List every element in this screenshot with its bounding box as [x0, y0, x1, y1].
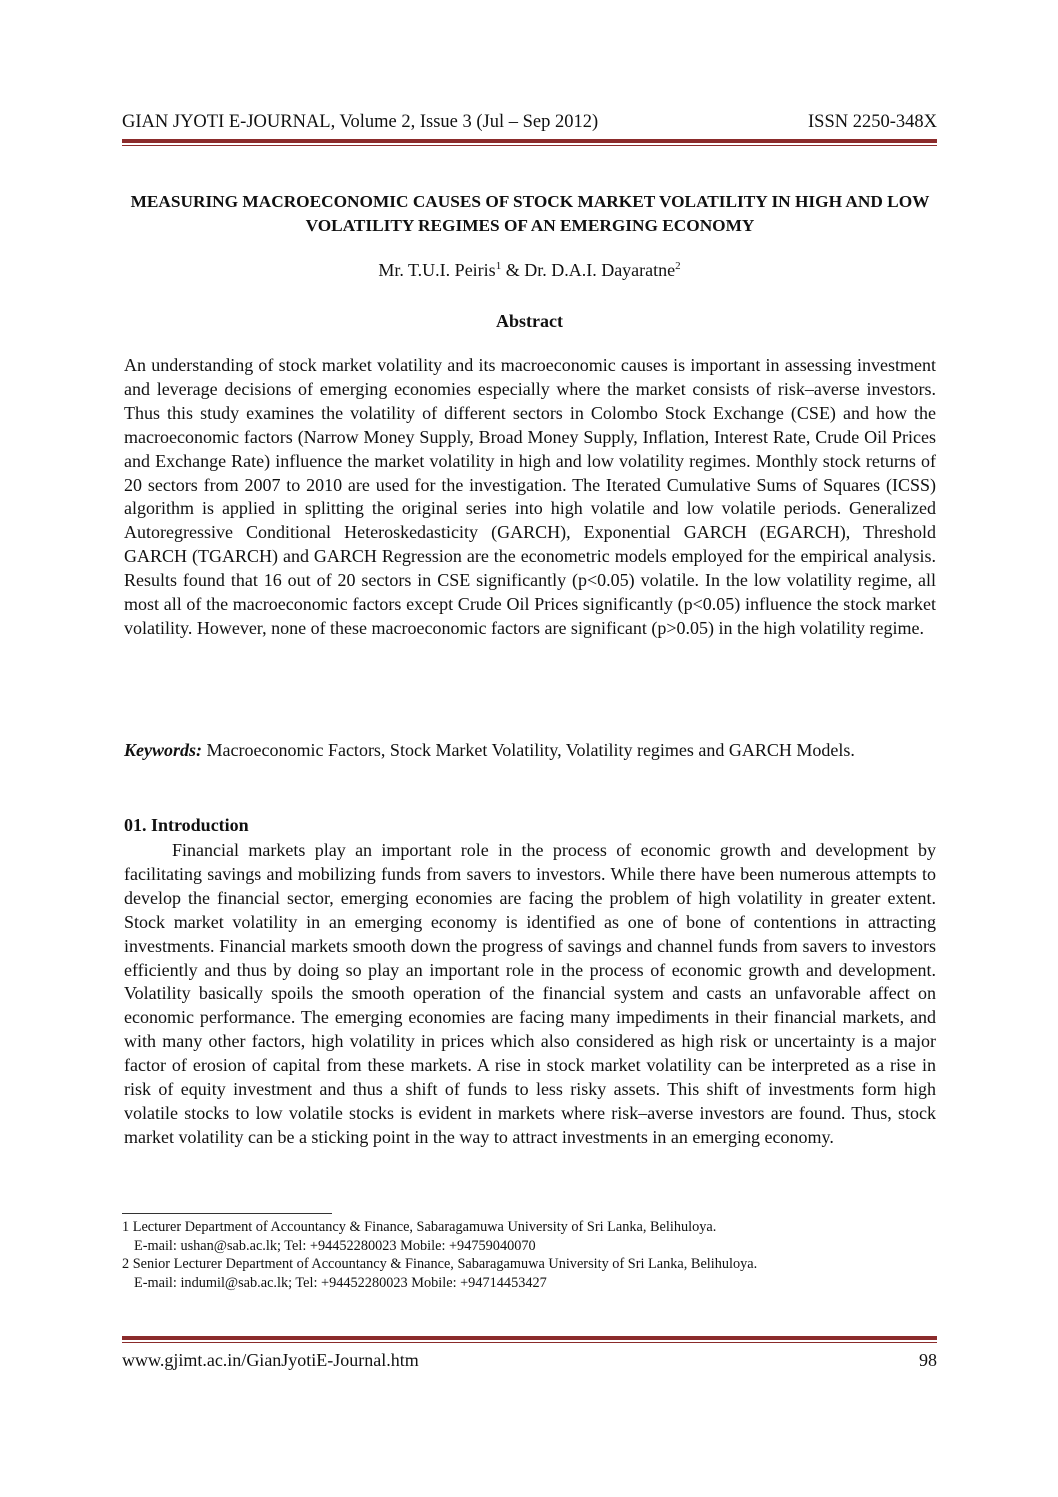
keywords-label: Keywords:	[124, 740, 202, 760]
footnote-1: 1 Lecturer Department of Accountancy & Finance, Sabaragamuwa University of Sri Lanka, Belihuloya.	[122, 1219, 717, 1235]
footnote-2-contact: E-mail: indumil@sab.ac.lk; Tel: +94452280023 Mobile: +94714453427	[134, 1274, 547, 1291]
issn: ISSN 2250-348X	[808, 112, 937, 132]
author-separator: &	[501, 260, 525, 280]
running-footer	[122, 1350, 937, 1371]
footnote-2: 2 Senior Lecturer Department of Accountancy & Finance, Sabaragamuwa University of Sri Lanka, Belihuloya.	[122, 1256, 758, 1273]
header-rule	[122, 139, 937, 143]
section-heading-introduction: 01. Introduction	[124, 815, 249, 835]
paper-title: MEASURING MACROECONOMIC CAUSES OF STOCK MARKET VOLATILITY IN HIGH AND LOW VOLATILITY REGIMES OF AN EMERGING ECONOMY	[130, 192, 930, 235]
footer-rule	[122, 1336, 937, 1340]
author-1: Mr. T.U.I. Peiris	[378, 260, 496, 280]
keywords-text: Macroeconomic Factors, Stock Market Volatility, Volatility regimes and GARCH Models.	[202, 740, 855, 760]
introduction-body: Financial markets play an important role in the process of economic growth and development by facilitating savings and mobilizing funds from savers to investors. While there have been numerous attempts to develop the financial sector, emerging economies are facing the problem of high volatility in greater extent. Stock market volatility in an emerging economy is identified as one of bone of contentions in attracting investments. Financial markets smooth down the progress of savings and channel funds from savers to investors efficiently and thus by doing so play an important role in the process of economic growth and development. Volatility basically spoils the smooth operation of the financial system and casts an unfavorable affect on economic performance. The emerging economies are facing many impediments in their financial markets, and with many other factors, high volatility in prices which also considered as high risk or uncertainty is a major factor of erosion of capital from these markets. A rise in stock market volatility can be interpreted as a rise in risk of equity investment and thus a shift of funds to less risky assets. This shift of investments form high volatile stocks to low volatile stocks is evident in markets where risk–averse investors are found. Thus, stock market volatility can be a sticking point in the way to attract investments in an emerging economy.	[124, 840, 936, 1147]
author-2: Dr. D.A.I. Dayaratne	[524, 260, 676, 280]
keywords	[124, 738, 936, 762]
journal-url: www.gjimt.ac.in/GianJyotiE-Journal.htm	[122, 1350, 419, 1370]
author-line	[122, 260, 937, 281]
author-1-affiliation-mark: 1	[495, 260, 502, 272]
running-header	[122, 112, 937, 133]
journal-citation: GIAN JYOTI E-JOURNAL, Volume 2, Issue 3 (Jul – Sep 2012)	[122, 112, 599, 132]
abstract-body: An understanding of stock market volatility and its macroeconomic causes is important in assessing investment and leverage decisions of emerging economies especially where the market consists of risk–averse investors. Thus this study examines the volatility of different sectors in Colombo Stock Exchange (CSE) and how the macroeconomic factors (Narrow Money Supply, Broad Money Supply, Inflation, Interest Rate, Crude Oil Prices and Exchange Rate) influence the market volatility in high and low volatility regimes. Monthly stock returns of 20 sectors from 2007 to 2010 are used for the investigation. The Iterated Cumulative Sums of Squares (ICSS) algorithm is applied in splitting the original series into high volatile and low volatile periods. Generalized Autoregressive Conditional Heteroskedasticity (GARCH), Exponential GARCH (EGARCH), Threshold GARCH (TGARCH) and GARCH Regression are the econometric models employed for the empirical analysis. Results found that 16 out of 20 sectors in CSE significantly (p<0.05) volatile. In the low volatility regime, all most all of the macroeconomic factors except Crude Oil Prices significantly (p<0.05) influence the stock market volatility. However, none of these macroeconomic factors are significant (p>0.05) in the high volatility regime.	[124, 355, 936, 638]
footer-rule-thin	[122, 1342, 937, 1343]
page-number: 98	[919, 1350, 937, 1370]
footnotes	[122, 1218, 937, 1292]
header-rule-thin	[122, 145, 937, 146]
author-2-affiliation-mark: 2	[675, 260, 681, 272]
footnote-1-contact: E-mail: ushan@sab.ac.lk; Tel: +94452280023 Mobile: +94759040070	[134, 1237, 536, 1254]
footnote-rule	[122, 1213, 332, 1214]
abstract-heading: Abstract	[496, 311, 563, 331]
